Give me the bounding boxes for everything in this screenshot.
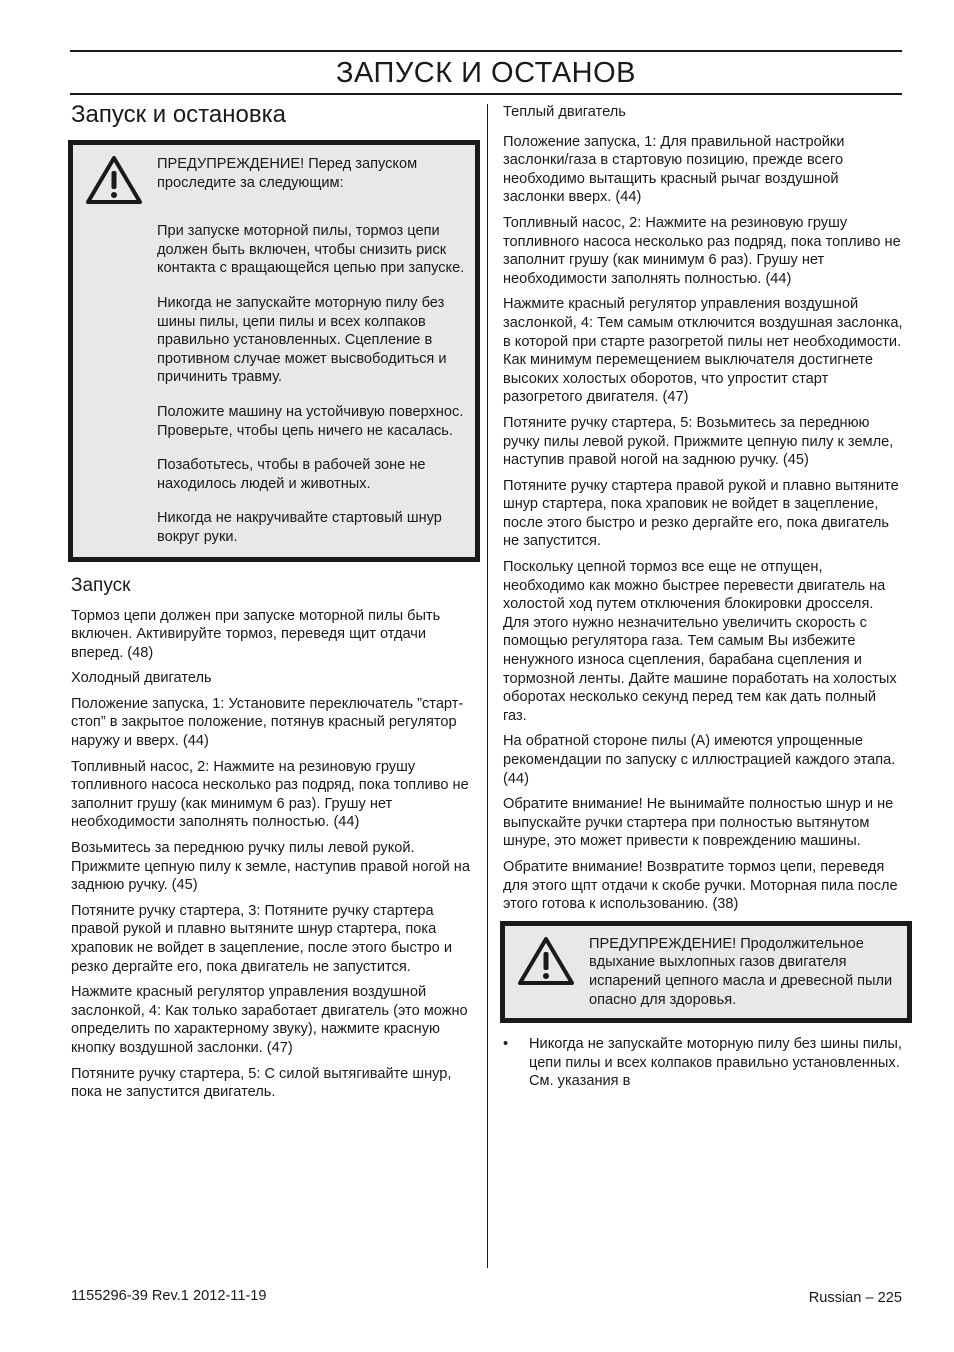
- warning-paragraph: Никогда не накручивайте стартовый шнур вокруг руки.: [157, 510, 442, 545]
- warning-paragraph: ПРЕДУПРЕЖДЕНИЕ! Продолжительное вдыхание выхлопных газов двигателя испарений цепного масла и древесной пыли опасно для здоровья.: [589, 935, 893, 1008]
- body-paragraph: Обратите внимание! Возвратите тормоз цепи, переведя для этого щпт отдачи к скобе ручки. Моторная пила после этого готова к использованию. (38): [503, 858, 898, 913]
- body-paragraph: Поскольку цепной тормоз все еще не отпущен, необходимо как можно быстрее перевести двигатель на холостой ход путем отключения блокировки дросселя. Для этого нужно незначительно увеличить скорость с помощью регулятора газа. Тем самым Вы избежите ненужного износа сцепления, барабана сцепления и тормозной ленты. Дайте машине поработать на холостых оборотах несколько секунд перед тем как дать полный газ.: [503, 559, 897, 724]
- body-paragraph: Положение запуска, 1: Установите переключатель ”старт-стоп” в закрытое положение, потянув красный регулятор наружу и вверх. (44): [71, 695, 464, 750]
- body-paragraph: Положение запуска, 1: Для правильной настройки заслонки/газа в стартовую позицию, прежде всего необходимо вытащить красный рычаг воздушной заслонки вверх. (44): [503, 133, 845, 206]
- warning-triangle-icon: [85, 155, 143, 205]
- bullet-marker: •: [503, 1036, 509, 1053]
- body-paragraph: Возьмитесь за переднюю ручку пилы левой рукой. Прижмите цепную пилу к земле, наступив правой ногой на заднюю ручку. (45): [71, 840, 470, 894]
- header-rule-bottom: [70, 93, 902, 95]
- warning-triangle-icon: [517, 936, 575, 986]
- header-rule-top: [70, 50, 902, 52]
- warning-paragraph: Позаботьтесь, чтобы в рабочей зоне не находилось людей и животных.: [157, 457, 426, 492]
- warning-paragraph: Положите машину на устойчивую поверхнос. Проверьте, чтобы цепь ничего не касалась.: [157, 403, 464, 439]
- warning-box-exhaust: [500, 921, 912, 1023]
- warning-paragraph: При запуске моторной пилы, тормоз цепи должен быть включен, чтобы снизить риск контакта с вращающейся цепью при запуске.: [157, 223, 465, 277]
- body-paragraph: Потяните ручку стартера, 5: С силой вытягивайте шнур, пока не запустится двигатель.: [71, 1065, 452, 1101]
- page-title: ЗАПУСК И ОСТАНОВ: [335, 57, 637, 89]
- bullet-text: Никогда не запускайте моторную пилу без шины пилы, цепи пилы и всех колпаков правильно установленных. См. указания в: [529, 1036, 902, 1090]
- warning-paragraph: ПРЕДУПРЕЖДЕНИЕ! Перед запуском проследите за следующим:: [157, 156, 418, 191]
- body-paragraph: На обратной стороне пилы (A) имеются упрощенные рекомендации по запуску с иллюстрацией каждого этапа. (44): [503, 733, 896, 787]
- warning-box-safety: [68, 140, 480, 562]
- subsection-title: Запуск: [71, 574, 131, 596]
- body-paragraph: Потяните ручку стартера, 3: Потяните ручку стартера правой рукой и плавно вытяните шнур стартера, пока храповик не войдет в зацепление, после этого быстро и резко дергайте его, пока двигатель не запустится.: [71, 902, 452, 975]
- body-paragraph: Топливный насос, 2: Нажмите на резиновую грушу топливного насоса несколько раз подряд, пока топливо не заполнит грушу (как минимум 6 раз). Грушу нет необходимости заполнять полностью. (44): [503, 214, 901, 287]
- body-paragraph: Холодный двигатель: [71, 670, 212, 687]
- warning-paragraph: Никогда не запускайте моторную пилу без шины пилы, цепи пилы и всех колпаков правильно установленных. Сцепление в противном случае может высвободиться и причинить травму.: [157, 294, 447, 386]
- section-title: Запуск и остановка: [71, 101, 286, 128]
- column-divider: [487, 104, 488, 1268]
- body-paragraph: Потяните ручку стартера, 5: Возьмитесь за переднюю ручку пилы левой рукой. Прижмите цепную пилу к земле, наступив правой ногой на заднюю ручку. (45): [503, 414, 894, 469]
- body-paragraph: Потяните ручку стартера правой рукой и плавно вытяните шнур стартера, пока храповик не войдет в зацепление, после этого быстро и резко дергайте его, пока двигатель не запустится.: [503, 477, 899, 550]
- right-column: [503, 103, 903, 1098]
- body-paragraph: Топливный насос, 2: Нажмите на резиновую грушу топливного насоса несколько раз подряд, пока топливо не заполнит грушу (как минимум 6 раз). Грушу нет необходимости заполнять полностью. (44): [71, 758, 469, 831]
- body-paragraph: Нажмите красный регулятор управления воздушной заслонкой, 4: Как только заработает двигатель (это можно определить по характерному звуку), нажмите красную кнопку воздушной заслонки. (47): [71, 984, 468, 1056]
- body-paragraph: Теплый двигатель: [503, 104, 626, 120]
- body-paragraph: Тормоз цепи должен при запуске моторной пилы быть включен. Активируйте тормоз, переведя щит отдачи вперед. (48): [71, 607, 441, 661]
- footer-doc-ref: 1155296-39 Rev.1 2012-11-19: [71, 1288, 267, 1304]
- body-paragraph: Нажмите красный регулятор управления воздушной заслонкой, 4: Тем самым отключится воздушная заслонка, в которой при старте разогретой пилы нет необходимости. Как минимум перемещением выключателя достигнете высоких холостых оборотов, что упростит старт разогретого двигателя. (47): [503, 296, 903, 406]
- left-column: [71, 100, 476, 1109]
- body-paragraph: Обратите внимание! Не вынимайте полностью шнур и не выпускайте ручки стартера при полностью вытянутом шнуре, это может привести к повреждению машины.: [503, 796, 894, 850]
- footer-page-label: Russian – 225: [808, 1290, 902, 1306]
- list-item: [503, 1035, 903, 1091]
